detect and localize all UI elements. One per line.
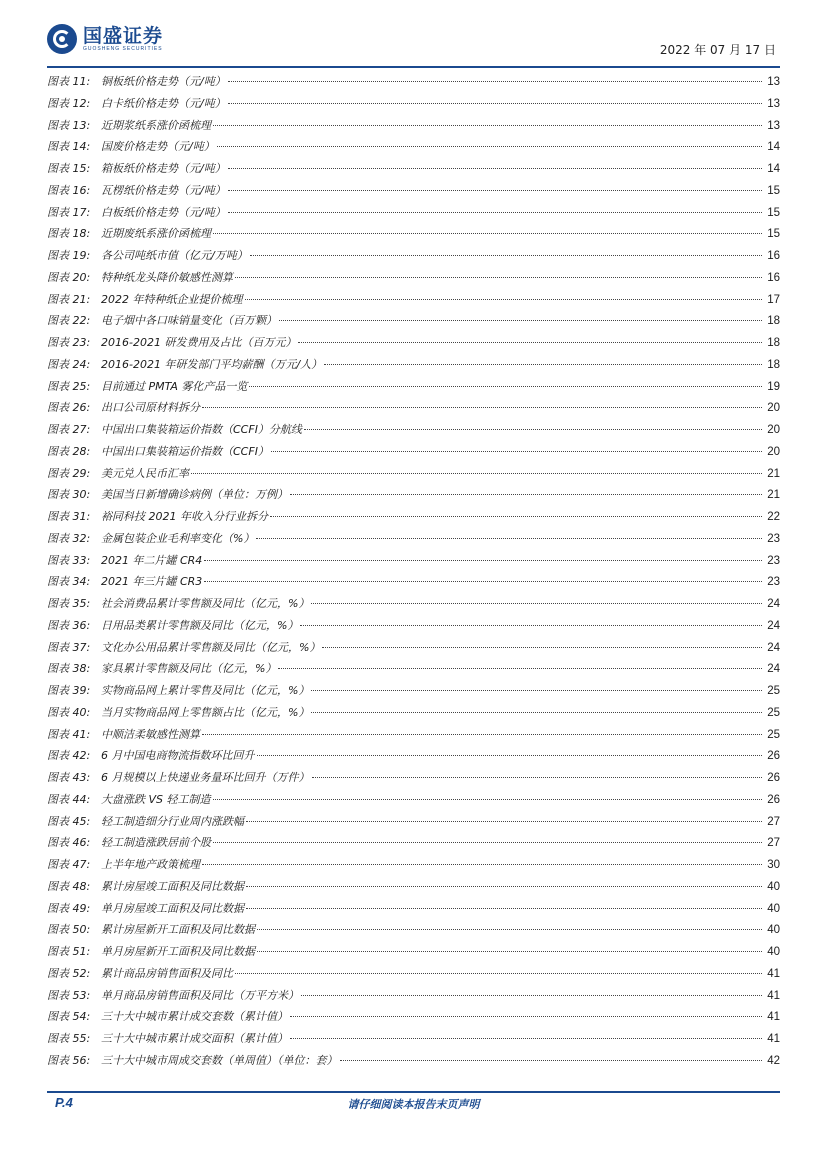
toc-entry[interactable]	[47, 506, 780, 528]
toc-entry[interactable]	[47, 1028, 780, 1050]
toc-entry-title[interactable]: 累计房屋竣工面积及同比数据	[101, 879, 244, 893]
toc-entry[interactable]	[47, 637, 780, 659]
toc-entry[interactable]	[47, 702, 780, 724]
toc-entry-title[interactable]: 白板纸价格走势（元/吨）	[101, 205, 226, 219]
toc-entry[interactable]	[47, 376, 780, 398]
toc-entry-title[interactable]: 上半年地产政策梳理	[101, 858, 200, 871]
toc-entry[interactable]	[47, 854, 780, 876]
toc-entry-page: 15	[767, 228, 780, 241]
toc-leader-dots	[271, 450, 762, 452]
toc-entry-title[interactable]: 铜板纸价格走势（元/吨）	[101, 75, 226, 88]
toc-leader-dots	[324, 363, 762, 365]
toc-entry[interactable]	[47, 397, 780, 419]
toc-entry-page: 16	[767, 271, 780, 284]
toc-entry-label: 图表 30:	[47, 488, 91, 502]
toc-entry-page: 18	[767, 337, 780, 349]
toc-entry-label: 图表 54:	[47, 1010, 91, 1024]
toc-leader-dots	[246, 885, 762, 887]
toc-leader-dots	[204, 580, 762, 582]
toc-entry-label: 图表 11:	[47, 75, 91, 88]
toc-entry-page: 21	[767, 467, 780, 480]
toc-entry-title[interactable]: 日用品类累计零售额及同比（亿元，%）	[101, 618, 299, 632]
toc-entry-page: 24	[767, 663, 780, 676]
toc-entry[interactable]	[47, 963, 780, 985]
toc-leader-dots	[279, 319, 762, 321]
toc-entry[interactable]	[47, 571, 780, 593]
toc-entry-title[interactable]: 家具累计零售额及同比（亿元，%）	[101, 662, 277, 676]
toc-leader-dots	[202, 406, 762, 408]
toc-leader-dots	[228, 80, 762, 82]
toc-entry-title[interactable]: 电子烟中各口味销量变化（百万颗）	[101, 314, 277, 328]
toc-entry-page: 24	[767, 598, 780, 610]
figure-index-list	[47, 71, 780, 1072]
toc-entry-label: 图表 19:	[47, 249, 91, 262]
toc-entry[interactable]	[47, 310, 780, 332]
toc-entry[interactable]	[47, 985, 780, 1007]
toc-entry-page: 13	[767, 76, 780, 88]
toc-entry-page: 25	[767, 706, 780, 719]
toc-entry-page: 27	[767, 815, 780, 828]
company-logo	[47, 24, 163, 54]
toc-leader-dots	[191, 472, 762, 474]
toc-entry-label: 图表 18:	[47, 227, 91, 241]
toc-entry-page: 41	[767, 1011, 780, 1024]
toc-entry-page: 16	[767, 250, 780, 262]
toc-leader-dots	[322, 646, 762, 648]
toc-entry-page: 26	[767, 750, 780, 763]
toc-entry-title[interactable]: 累计房屋新开工面积及同比数据	[101, 923, 255, 937]
toc-entry-label: 图表 40:	[47, 705, 91, 719]
toc-leader-dots	[256, 537, 762, 539]
toc-leader-dots	[204, 559, 762, 561]
toc-leader-dots	[235, 972, 762, 974]
toc-entry-title[interactable]: 累计商品房销售面积及同比	[101, 966, 233, 980]
toc-entry-label: 图表 38:	[47, 662, 91, 676]
toc-entry[interactable]	[47, 354, 780, 376]
toc-entry[interactable]	[47, 811, 780, 833]
toc-entry-page: 24	[767, 641, 780, 654]
toc-entry-title[interactable]: 三十大中城市累计成交面积（累计值）	[101, 1032, 288, 1045]
toc-entry-title[interactable]: 2021 年三片罐 CR3	[101, 575, 203, 589]
toc-entry[interactable]	[47, 223, 780, 245]
toc-entry-page: 17	[767, 293, 780, 306]
toc-entry-title[interactable]: 美国当日新增确诊病例（单位：万例）	[101, 488, 288, 502]
toc-entry[interactable]	[47, 832, 780, 854]
toc-leader-dots	[340, 1059, 763, 1061]
logo-icon	[47, 24, 77, 54]
toc-entry-page: 23	[767, 554, 780, 567]
toc-entry-title[interactable]: 6 月中国电商物流指数环比回升	[101, 749, 255, 763]
toc-entry-page: 26	[767, 772, 780, 784]
toc-entry-label: 图表 55:	[47, 1032, 91, 1045]
toc-entry-label: 图表 12:	[47, 96, 91, 110]
report-date: 2022 年 07 月 17 日	[659, 43, 776, 57]
toc-entry-label: 图表 33:	[47, 553, 91, 567]
toc-leader-dots	[278, 667, 762, 669]
toc-entry-label: 图表 56:	[47, 1053, 91, 1067]
toc-leader-dots	[300, 624, 762, 626]
toc-entry-label: 图表 24:	[47, 357, 91, 371]
toc-entry-label: 图表 52:	[47, 966, 91, 980]
toc-entry-title[interactable]: 轻工制造涨跌居前个股	[101, 836, 211, 850]
toc-entry-page: 14	[767, 163, 780, 175]
toc-entry-title[interactable]: 当月实物商品网上零售额占比（亿元，%）	[101, 705, 310, 719]
toc-entry-label: 图表 29:	[47, 466, 91, 480]
toc-entry-title[interactable]: 2022 年特种纸企业提价梳理	[101, 292, 243, 306]
toc-entry-label: 图表 16:	[47, 183, 91, 197]
toc-leader-dots	[311, 711, 762, 713]
toc-entry-page: 13	[767, 119, 780, 132]
toc-entry-label: 图表 32:	[47, 531, 91, 545]
toc-entry[interactable]	[47, 658, 780, 680]
toc-entry-title[interactable]: 中顺洁柔敏感性测算	[101, 727, 200, 741]
toc-leader-dots	[202, 863, 762, 865]
toc-entry[interactable]	[47, 724, 780, 746]
toc-entry-title[interactable]: 中国出口集装箱运价指数（CCFI）分航线	[101, 423, 302, 436]
toc-leader-dots	[245, 298, 763, 300]
toc-entry[interactable]	[47, 93, 780, 115]
toc-entry-page: 20	[767, 445, 780, 458]
toc-entry-label: 图表 34:	[47, 575, 91, 589]
toc-leader-dots	[213, 798, 763, 800]
toc-entry-page: 19	[767, 380, 780, 393]
toc-entry-page: 41	[767, 967, 780, 980]
toc-leader-dots	[298, 341, 762, 343]
toc-entry-title[interactable]: 近期废纸系涨价函梳理	[101, 227, 211, 241]
toc-leader-dots	[311, 602, 762, 604]
toc-entry-label: 图表 31:	[47, 510, 91, 523]
toc-leader-dots	[202, 733, 762, 735]
toc-entry-title[interactable]: 各公司吨纸市值（亿元/万吨）	[101, 249, 248, 262]
toc-entry-page: 25	[767, 685, 780, 697]
toc-entry-title[interactable]: 单月房屋新开工面积及同比数据	[101, 945, 255, 958]
toc-entry[interactable]	[47, 267, 780, 289]
toc-entry-title[interactable]: 三十大中城市累计成交套数（累计值）	[101, 1010, 288, 1024]
toc-entry-title[interactable]: 单月商品房销售面积及同比（万平方米）	[101, 988, 299, 1002]
toc-entry-title[interactable]: 瓦楞纸价格走势（元/吨）	[101, 183, 226, 197]
toc-entry-label: 图表 26:	[47, 401, 91, 415]
toc-entry-title[interactable]: 裕同科技 2021 年收入分行业拆分	[101, 510, 268, 523]
toc-leader-dots	[257, 950, 762, 952]
toc-leader-dots	[213, 232, 762, 234]
toc-entry[interactable]	[47, 158, 780, 180]
toc-entry-title[interactable]: 特种纸龙头降价敏感性测算	[101, 270, 233, 284]
logo-text: 国盛证券	[83, 25, 164, 47]
toc-leader-dots	[228, 167, 762, 169]
toc-leader-dots	[290, 493, 762, 495]
toc-entry-label: 图表 42:	[47, 749, 91, 763]
toc-entry-title[interactable]: 大盘涨跌 VS 轻工制造	[101, 792, 211, 806]
toc-entry[interactable]	[47, 876, 780, 898]
toc-leader-dots	[312, 776, 763, 778]
toc-entry-label: 图表 53:	[47, 988, 91, 1002]
toc-entry-page: 18	[767, 358, 780, 371]
toc-entry[interactable]	[47, 680, 780, 702]
toc-entry-page: 14	[767, 141, 780, 154]
toc-entry[interactable]	[47, 419, 780, 441]
toc-entry-page: 40	[767, 902, 780, 915]
toc-entry-page: 30	[767, 859, 780, 871]
toc-entry-label: 图表 48:	[47, 879, 91, 893]
toc-entry-label: 图表 49:	[47, 901, 91, 915]
toc-entry-label: 图表 14:	[47, 140, 91, 154]
page-header	[47, 24, 780, 64]
header-divider	[47, 66, 780, 68]
toc-entry-page: 23	[767, 532, 780, 545]
toc-entry-label: 图表 41:	[47, 727, 91, 741]
toc-entry[interactable]	[47, 71, 780, 93]
toc-entry-label: 图表 20:	[47, 270, 91, 284]
toc-entry-page: 27	[767, 837, 780, 850]
toc-entry-title[interactable]: 单月房屋竣工面积及同比数据	[101, 901, 244, 915]
toc-entry-page: 22	[767, 511, 780, 523]
toc-entry-title[interactable]: 6 月规模以上快递业务量环比回升（万件）	[101, 771, 310, 784]
toc-entry-label: 图表 46:	[47, 836, 91, 850]
toc-leader-dots	[228, 102, 762, 104]
toc-entry[interactable]	[47, 898, 780, 920]
toc-entry-page: 20	[767, 424, 780, 436]
toc-leader-dots	[217, 145, 762, 147]
toc-entry-page: 41	[767, 1033, 780, 1045]
page-number: P.4	[55, 1095, 73, 1110]
toc-entry-label: 图表 50:	[47, 923, 91, 937]
toc-leader-dots	[235, 276, 762, 278]
toc-entry[interactable]	[47, 745, 780, 767]
toc-leader-dots	[250, 254, 762, 256]
toc-entry-title[interactable]: 美元兑人民币汇率	[101, 466, 189, 480]
toc-entry-page: 41	[767, 989, 780, 1002]
toc-entry[interactable]	[47, 528, 780, 550]
toc-leader-dots	[257, 754, 763, 756]
toc-entry-label: 图表 45:	[47, 814, 91, 828]
toc-entry-page: 13	[767, 97, 780, 110]
toc-entry-title[interactable]: 近期浆纸系涨价函梳理	[101, 118, 211, 132]
toc-entry-page: 18	[767, 315, 780, 328]
toc-entry-page: 24	[767, 619, 780, 632]
toc-entry[interactable]	[47, 484, 780, 506]
toc-entry-page: 25	[767, 728, 780, 741]
toc-entry-page: 23	[767, 576, 780, 589]
footer-disclaimer: 请仔细阅读本报告末页声明	[347, 1098, 480, 1111]
toc-entry-label: 图表 36:	[47, 618, 91, 632]
toc-entry-title[interactable]: 2016-2021 研发费用及占比（百万元）	[101, 336, 297, 349]
toc-entry-label: 图表 44:	[47, 792, 91, 806]
toc-entry-label: 图表 35:	[47, 597, 91, 610]
toc-entry-title[interactable]: 目前通过 PMTA 雾化产品一览	[101, 379, 248, 393]
toc-entry-page: 15	[767, 206, 780, 219]
toc-leader-dots	[304, 428, 762, 430]
toc-leader-dots	[311, 689, 762, 691]
toc-entry-page: 40	[767, 946, 780, 958]
toc-leader-dots	[249, 385, 762, 387]
toc-entry-title[interactable]: 金属包装企业毛利率变化（%）	[101, 531, 255, 545]
toc-leader-dots	[270, 515, 762, 517]
toc-entry-title[interactable]: 出口公司原材料拆分	[101, 401, 200, 415]
toc-entry-label: 图表 21:	[47, 292, 91, 306]
toc-entry[interactable]	[47, 767, 780, 789]
toc-entry-label: 图表 25:	[47, 379, 91, 393]
toc-entry-page: 15	[767, 184, 780, 197]
toc-entry-title[interactable]: 社会消费品累计零售额及同比（亿元，%）	[101, 597, 310, 610]
toc-entry-label: 图表 47:	[47, 858, 91, 871]
toc-entry-label: 图表 39:	[47, 684, 91, 697]
toc-entry-title[interactable]: 轻工制造细分行业周内涨跌幅	[101, 814, 244, 828]
toc-entry-title[interactable]: 国废价格走势（元/吨）	[101, 140, 215, 154]
toc-entry[interactable]	[47, 202, 780, 224]
toc-leader-dots	[290, 1015, 762, 1017]
toc-entry[interactable]	[47, 136, 780, 158]
toc-entry[interactable]	[47, 115, 780, 137]
toc-leader-dots	[228, 189, 762, 191]
toc-entry[interactable]	[47, 1006, 780, 1028]
toc-leader-dots	[301, 994, 762, 996]
toc-entry-page: 20	[767, 402, 780, 415]
toc-entry-label: 图表 43:	[47, 771, 91, 784]
toc-entry-page: 40	[767, 924, 780, 937]
toc-entry[interactable]	[47, 919, 780, 941]
toc-entry[interactable]	[47, 441, 780, 463]
toc-entry-page: 26	[767, 793, 780, 806]
logo-subtext: GUOSHENG SECURITIES	[83, 46, 163, 52]
toc-entry[interactable]	[47, 332, 780, 354]
toc-entry-title[interactable]: 2021 年二片罐 CR4	[101, 553, 203, 567]
toc-entry-title[interactable]: 实物商品网上累计零售及同比（亿元，%）	[101, 684, 310, 697]
toc-entry[interactable]	[47, 593, 780, 615]
toc-entry[interactable]	[47, 550, 780, 572]
toc-entry-title[interactable]: 白卡纸价格走势（元/吨）	[101, 96, 226, 110]
toc-entry[interactable]	[47, 463, 780, 485]
toc-entry-title[interactable]: 箱板纸价格走势（元/吨）	[101, 162, 226, 175]
toc-entry-label: 图表 27:	[47, 423, 91, 436]
toc-entry-label: 图表 37:	[47, 640, 91, 654]
toc-entry-title[interactable]: 2016-2021 年研发部门平均薪酬（万元/人）	[101, 357, 323, 371]
toc-entry-label: 图表 17:	[47, 205, 91, 219]
toc-entry[interactable]	[47, 789, 780, 811]
toc-entry-label: 图表 51:	[47, 945, 91, 958]
toc-entry[interactable]	[47, 245, 780, 267]
footer-divider	[47, 1091, 780, 1093]
toc-entry-label: 图表 28:	[47, 444, 91, 458]
toc-entry-label: 图表 15:	[47, 162, 91, 175]
toc-leader-dots	[246, 907, 762, 909]
toc-entry[interactable]	[47, 941, 780, 963]
toc-entry-page: 21	[767, 489, 780, 502]
toc-entry-page: 42	[767, 1054, 780, 1067]
toc-entry-title[interactable]: 中国出口集装箱运价指数（CCFI）	[101, 444, 269, 458]
toc-leader-dots	[246, 820, 762, 822]
toc-entry-label: 图表 13:	[47, 118, 91, 132]
toc-entry-title[interactable]: 三十大中城市周成交套数（单周值）（单位：套）	[101, 1053, 338, 1067]
toc-entry[interactable]	[47, 180, 780, 202]
toc-entry-label: 图表 22:	[47, 314, 91, 328]
toc-leader-dots	[213, 124, 762, 126]
toc-leader-dots	[290, 1037, 762, 1039]
toc-entry-title[interactable]: 文化办公用品累计零售额及同比（亿元，%）	[101, 640, 321, 654]
toc-leader-dots	[228, 211, 762, 213]
toc-entry[interactable]	[47, 615, 780, 637]
toc-entry[interactable]	[47, 1050, 780, 1072]
toc-leader-dots	[257, 928, 762, 930]
toc-entry[interactable]	[47, 289, 780, 311]
toc-leader-dots	[213, 841, 762, 843]
toc-entry-label: 图表 23:	[47, 336, 91, 349]
toc-entry-page: 40	[767, 880, 780, 893]
